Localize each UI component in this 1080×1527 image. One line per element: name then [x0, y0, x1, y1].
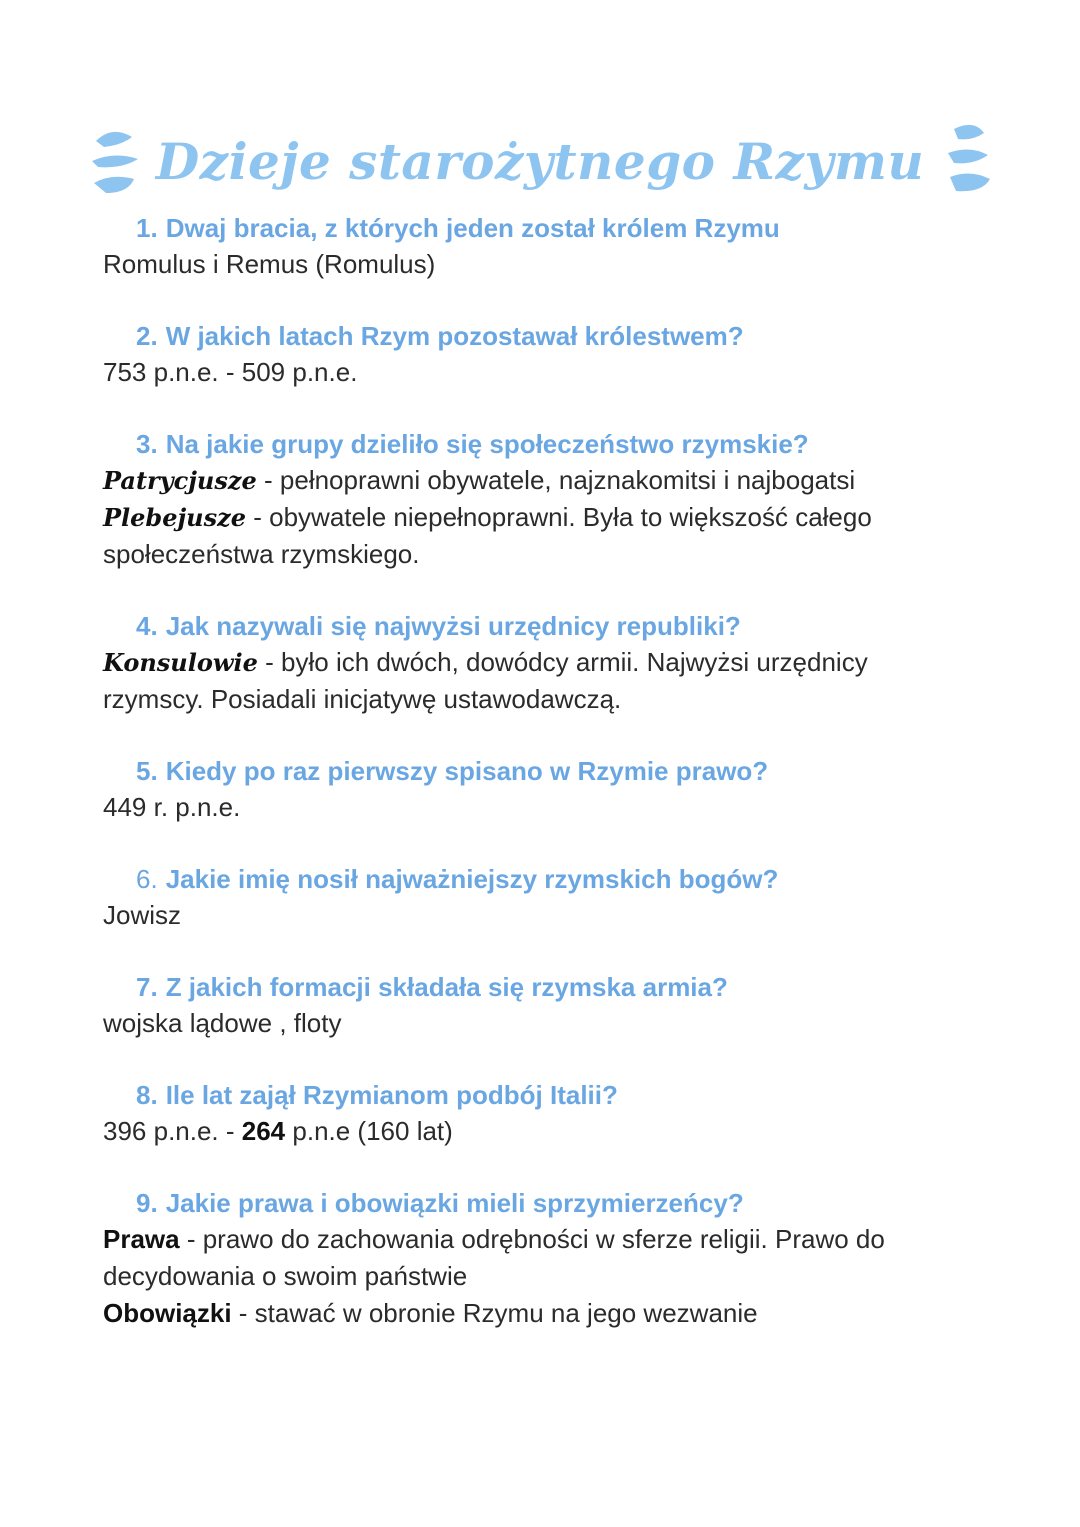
answer-text: wojska lądowe , floty	[103, 1008, 342, 1038]
handwritten-term: Konsulowie	[103, 648, 258, 677]
brush-stroke-icon	[82, 117, 146, 207]
answer-text: Patrycjusze - pełnoprawni obywatele, najznakomitsi i najbogatsi	[103, 465, 856, 495]
question-heading: 6. Jakie imię nosił najważniejszy rzymskich bogów?	[136, 864, 779, 894]
qa-item-2	[103, 318, 953, 391]
qa-item-4	[103, 608, 953, 718]
answer-text: 396 p.n.e. - 264 p.n.e (160 lat)	[103, 1116, 453, 1146]
bold-term: Obowiązki	[103, 1298, 232, 1328]
handwritten-term: Plebejusze	[103, 503, 247, 532]
qa-item-1	[103, 210, 953, 283]
qa-item-9	[103, 1185, 953, 1332]
answer-text: Plebejusze - obywatele niepełnoprawni. Była to większość całego społeczeństwa rzymskiego.	[103, 502, 872, 569]
question-heading: 1. Dwaj bracia, z których jeden został królem Rzymu	[136, 213, 780, 243]
question-heading: 8. Ile lat zajął Rzymianom podbój Italii?	[136, 1080, 618, 1110]
answer-text: Obowiązki - stawać w obronie Rzymu na jego wezwanie	[103, 1298, 758, 1328]
brush-stroke-icon	[934, 117, 998, 207]
bold-term: Prawa	[103, 1224, 180, 1254]
question-heading: 9. Jakie prawa i obowiązki mieli sprzymierzeńcy?	[136, 1188, 744, 1218]
question-heading: 3. Na jakie grupy dzieliło się społeczeństwo rzymskie?	[136, 429, 809, 459]
question-heading: 4. Jak nazywali się najwyżsi urzędnicy republiki?	[136, 611, 741, 641]
answer-text: Jowisz	[103, 900, 182, 930]
qa-item-8	[103, 1077, 953, 1150]
answer-text: Konsulowie - było ich dwóch, dowódcy armii. Najwyżsi urzędnicy rzymscy. Posiadali inicjatywę ustawodawczą.	[103, 647, 868, 714]
question-heading: 5. Kiedy po raz pierwszy spisano w Rzymie prawo?	[136, 756, 769, 786]
question-heading: 2. W jakich latach Rzym pozostawał królestwem?	[136, 321, 744, 351]
page-title: Dzieje starożytnego Rzymu	[155, 132, 925, 191]
answer-text: 449 r. p.n.e.	[103, 792, 241, 822]
qa-list	[103, 210, 953, 1367]
handwritten-term: Patrycjusze	[103, 466, 257, 495]
answer-text: Prawa - prawo do zachowania odrębności w sferze religii. Prawo do decydowania o swoim państwie	[103, 1224, 885, 1291]
qa-item-5	[103, 753, 953, 826]
answer-text: 753 p.n.e. - 509 p.n.e.	[103, 357, 358, 387]
title-row	[100, 112, 980, 212]
qa-item-7	[103, 969, 953, 1042]
question-heading: 7. Z jakich formacji składała się rzymska armia?	[136, 972, 728, 1002]
qa-item-6	[103, 861, 953, 934]
answer-text: Romulus i Remus (Romulus)	[103, 249, 436, 279]
qa-item-3	[103, 426, 953, 573]
